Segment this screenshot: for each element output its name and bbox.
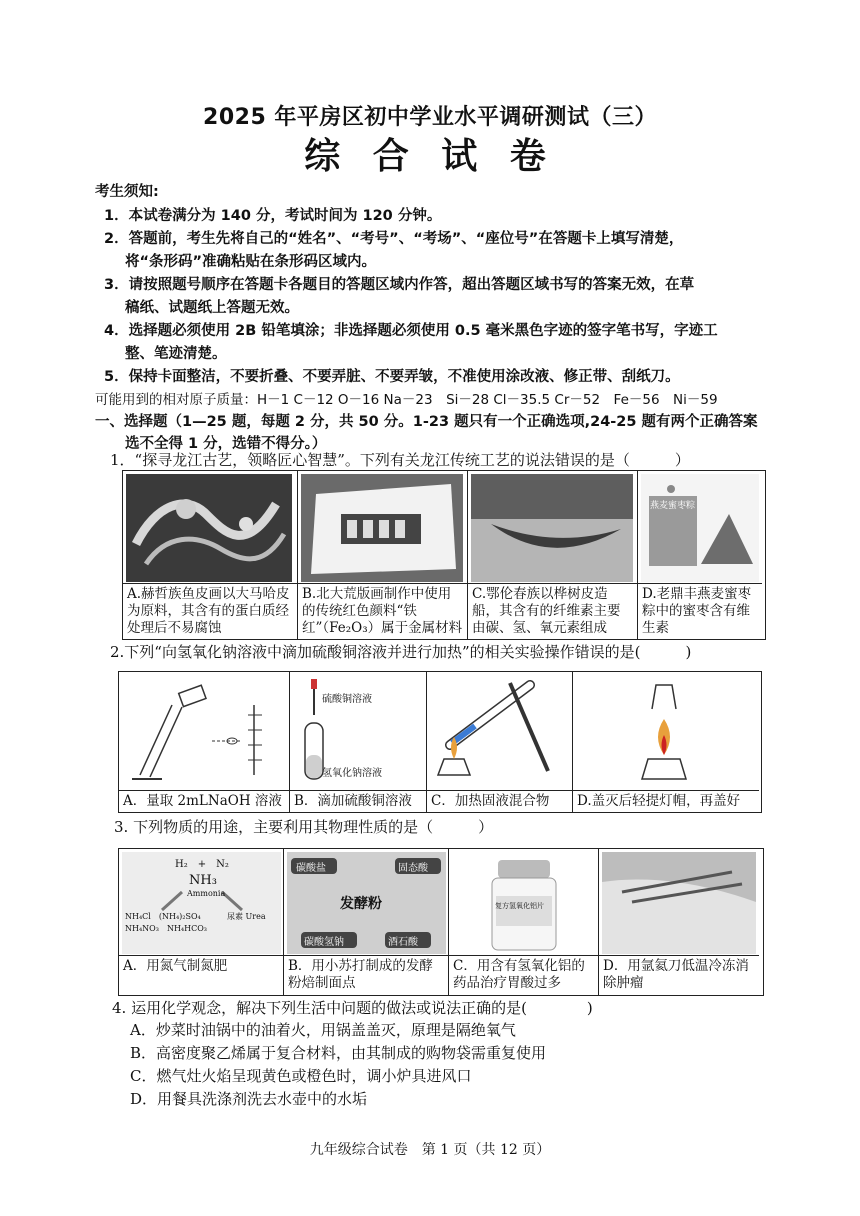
q1-option-a-cell <box>123 471 298 639</box>
page-footer: 九年级综合试卷 第 1 页（共 12 页） <box>309 1142 551 1158</box>
q1-stem: 1．“探寻龙江古艺，领略匠心智慧”。下列有关龙江传统工艺的说法错误的是（ ） <box>110 451 690 469</box>
q2-option-c: C．加热固液混合物 <box>427 790 572 812</box>
exam-title: 2025 年平房区初中学业水平调研测试（三） <box>203 105 657 130</box>
notice-item-2: 2．答题前，考生先将自己的“姓名”、“考号”、“考场”、“座位号”在答题卡上填写清楚， <box>104 231 684 247</box>
q3-option-a: A．用氮气制氮肥 <box>119 955 283 995</box>
q1-option-b-cell <box>298 471 468 639</box>
zongzi-image <box>641 474 759 582</box>
q1-option-c-cell <box>468 471 638 639</box>
q2-option-d-cell <box>573 672 759 812</box>
q2-stem: 2.下列“向氢氧化钠溶液中滴加硫酸铜溶液并进行加热”的相关实验操作错误的是( ) <box>110 643 692 661</box>
q3-option-d-cell <box>599 849 759 995</box>
q2-option-table <box>118 671 762 813</box>
img-a-ammonia: Ammonia <box>187 889 226 898</box>
img-b-tr: 固态酸 <box>398 863 428 874</box>
atomic-masses: 可能用到的相对原子质量：H－1 C－12 O－16 Na－23 Si－28 Cl－35.5 Cr－52 Fe－56 Ni－59 <box>95 392 718 408</box>
q4-option-c: C．燃气灶火焰呈现黄色或橙色时，调小炉具进风口 <box>130 1067 472 1085</box>
q2-option-b-cell <box>290 672 427 812</box>
birch-canoe-image <box>471 474 633 582</box>
img-a-fert2: NH₄NO₃ NH₄HCO₃ <box>125 924 207 933</box>
notice-heading: 考生须知: <box>95 184 159 200</box>
section-heading: 一、选择题（1—25 题，每题 2 分，共 50 分。1-23 题只有一个正确选项,24-25 题有两个正确答案 <box>95 414 758 430</box>
label-naoh: 氢氧化钠溶液 <box>322 768 382 779</box>
q2-option-a: A．量取 2mLNaOH 溶液 <box>119 790 289 812</box>
q1-option-d-cell <box>638 471 762 639</box>
q1-option-d: D.老鼎丰燕麦蜜枣粽中的蜜枣含有维生素 <box>638 583 762 639</box>
q4-option-a: A．炒菜时油锅中的油着火，用锅盖盖灭，原理是隔绝氧气 <box>130 1021 516 1039</box>
q3-option-table <box>118 848 764 996</box>
heating-tube-image <box>430 675 570 783</box>
q3-option-b: B．用小苏打制成的发酵粉焙制面点 <box>284 955 448 995</box>
label-cuso4: 硫酸铜溶液 <box>322 694 372 705</box>
section-heading-cont: 选不全得 1 分，选错不得分。） <box>125 436 327 452</box>
q2-option-b: B．滴加硫酸铜溶液 <box>290 790 426 812</box>
img-b-br: 酒石酸 <box>388 937 418 948</box>
img-b-center: 发酵粉 <box>340 896 382 912</box>
q2-option-c-cell <box>427 672 573 812</box>
q3-option-a-cell <box>119 849 284 995</box>
notice-item-5: 5．保持卡面整洁，不要折叠、不要弄脏、不要弄皱，不准使用涂改液、修正带、刮纸刀。 <box>104 369 680 385</box>
q3-option-c-cell <box>449 849 599 995</box>
q2-option-d: D.盖灭后轻提灯帽，再盖好 <box>573 790 759 812</box>
q1-option-c: C.鄂伦春族以桦树皮造船，其含有的纤维素主要由碳、氢、氧元素组成 <box>468 583 637 639</box>
img-a-formula: H₂ + N₂ <box>175 859 229 870</box>
notice-item-3-cont: 稿纸、试题纸上答题无效。 <box>125 300 299 316</box>
notice-item-1: 1．本试卷满分为 140 分，考试时间为 120 分钟。 <box>104 208 442 224</box>
img-a-urea: 尿素 Urea <box>227 912 266 921</box>
cryo-knife-image <box>602 852 756 954</box>
q4-option-b: B．高密度聚乙烯属于复合材料，由其制成的购物袋需重复使用 <box>130 1044 547 1062</box>
q3-option-b-cell <box>284 849 449 995</box>
notice-item-3: 3．请按照题号顺序在答题卡各题目的答题区域内作答，超出答题区域书写的答案无效，在草 <box>104 277 695 293</box>
notice-item-4-cont: 整、笔迹清楚。 <box>125 346 227 362</box>
img-a-fert: NH₄Cl (NH₄)₂SO₄ <box>125 912 201 921</box>
woodcut-print-image <box>301 474 463 582</box>
img-b-tl: 碳酸盐 <box>296 863 326 874</box>
q3-option-d: D．用氩氦刀低温冷冻消除肿瘤 <box>599 955 759 995</box>
img-a-nh3: NH₃ <box>189 873 217 888</box>
q4-option-d: D．用餐具洗涤剂洗去水壶中的水垢 <box>130 1090 368 1108</box>
graduated-cylinder-image <box>122 675 287 783</box>
dragon-fish-skin-image <box>126 474 292 582</box>
notice-item-4: 4．选择题必须使用 2B 铅笔填涂；非选择题必须使用 0.5 毫米黑色字迹的签字笔书写，字迹工 <box>104 323 718 339</box>
q1-option-b: B.北大荒版画制作中使用的传统红色颜料“铁红”（Fe₂O₃）属于金属材料 <box>298 583 467 639</box>
notice-item-2-cont: 将“条形码”准确粘贴在条形码区域内。 <box>125 254 377 270</box>
alcohol-lamp-image <box>576 675 756 783</box>
q1-option-a: A.赫哲族鱼皮画以大马哈皮为原料，其含有的蛋白质经处理后不易腐蚀 <box>123 583 297 639</box>
q2-option-a-cell <box>119 672 290 812</box>
q1-option-table <box>122 470 766 640</box>
q3-stem: 3. 下列物质的用途，主要利用其物理性质的是（ ） <box>114 818 494 836</box>
zongzi-box-label: 燕麦蜜枣粽 <box>650 501 696 511</box>
q3-option-c: C．用含有氢氧化铝的药品治疗胃酸过多 <box>449 955 598 995</box>
q4-stem: 4. 运用化学观念，解决下列生活中问题的做法或说法正确的是( ) <box>112 999 593 1017</box>
img-c-label: 复方氢氧化铝片 <box>495 902 544 910</box>
img-b-bl: 碳酸氢钠 <box>304 937 344 948</box>
exam-subtitle: 综 合 试 卷 <box>304 136 556 177</box>
